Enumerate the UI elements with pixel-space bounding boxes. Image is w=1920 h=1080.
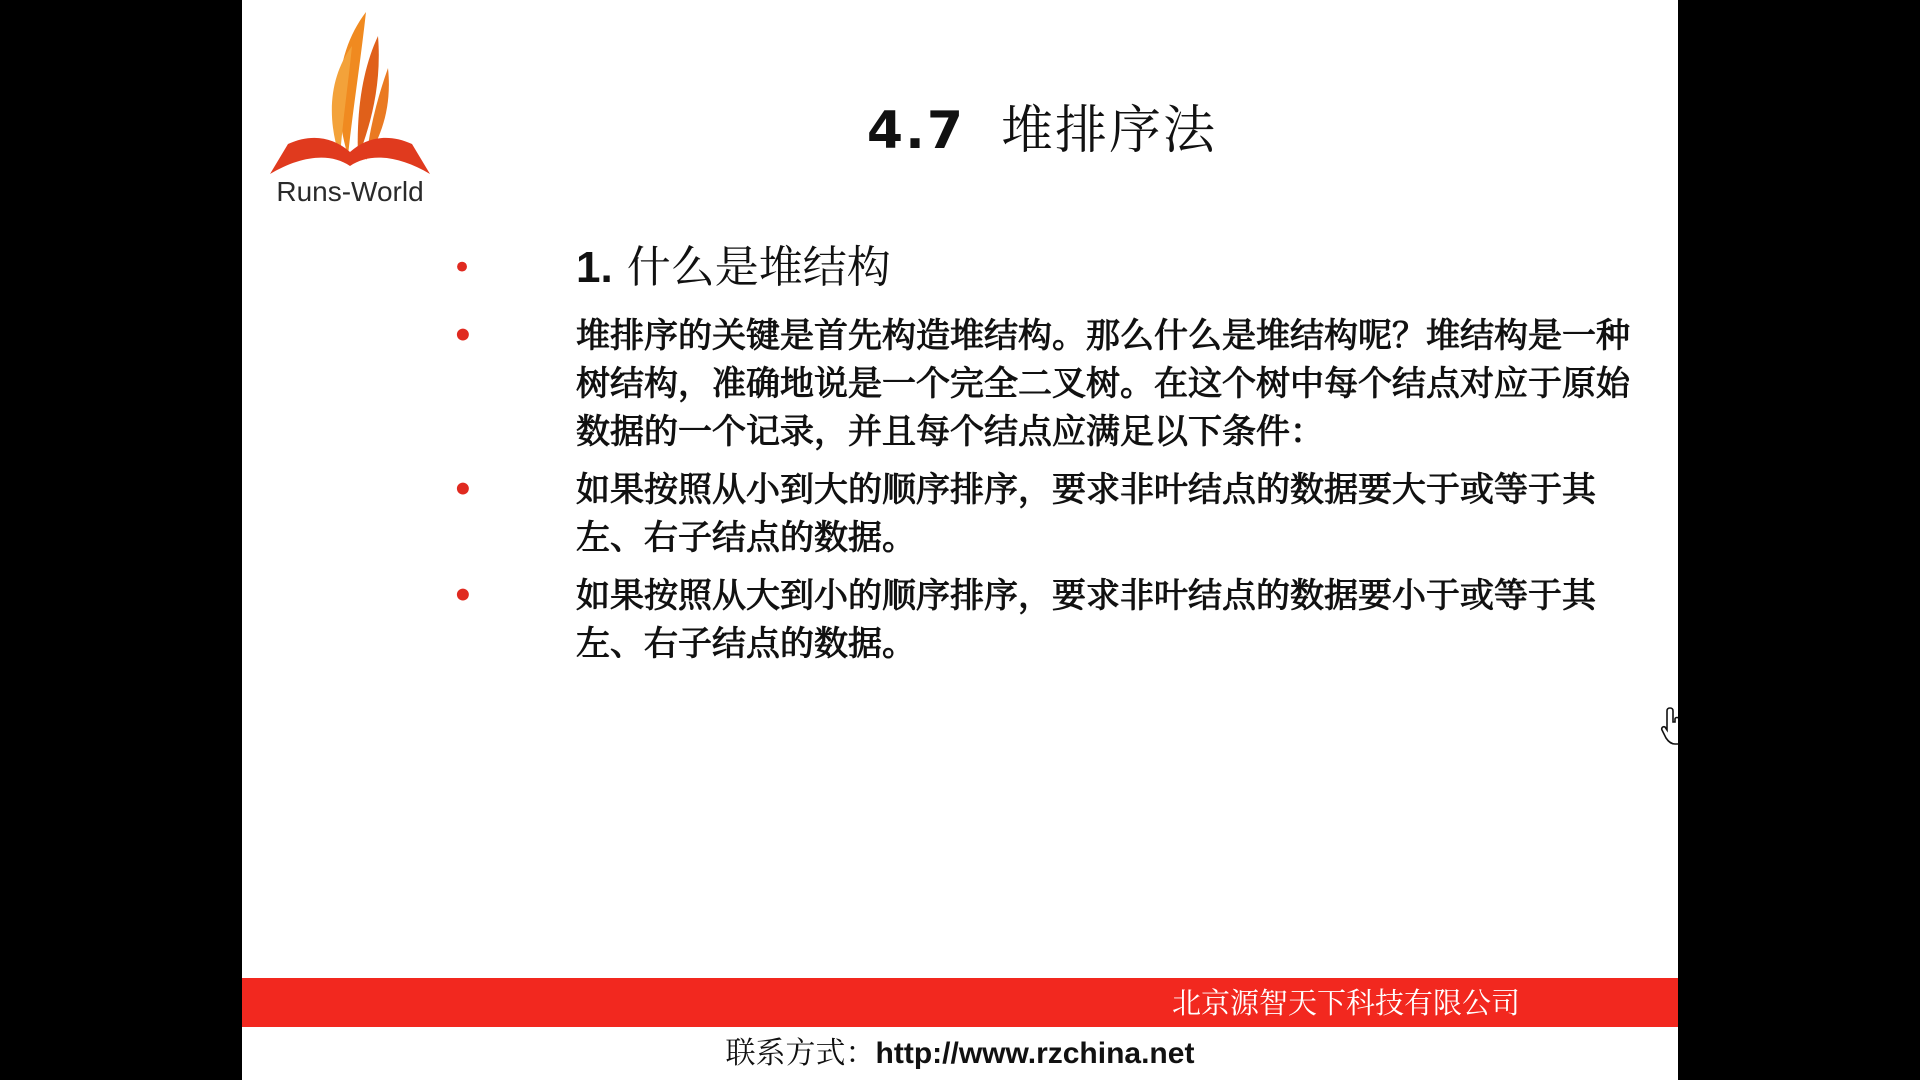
contact-line: [242, 1034, 1678, 1074]
bullet-heading: [452, 236, 1632, 300]
bullet-item: [452, 572, 1632, 668]
bullet-dot: •: [452, 316, 474, 356]
flame-book-icon: [260, 6, 440, 181]
contact-url[interactable]: http://www.rzchina.net: [875, 1037, 1195, 1070]
hand-pointer-icon: [1660, 706, 1678, 746]
contact-label: 联系方式：: [725, 1036, 876, 1071]
footer-bar: [242, 978, 1678, 1027]
bullet-dot: •: [452, 470, 474, 510]
bullet-dot: •: [452, 576, 474, 616]
bullet-item-text: 如果按照从小到大的顺序排序，要求非叶结点的数据要大于或等于其左、右子结点的数据。: [576, 470, 1596, 558]
title-number: 4.7: [866, 101, 966, 161]
runs-world-logo: [260, 6, 440, 206]
bullet-item-text: 如果按照从大到小的顺序排序，要求非叶结点的数据要小于或等于其左、右子结点的数据。: [576, 576, 1596, 664]
bullet-dot: •: [452, 248, 473, 288]
heading-number: 1.: [576, 243, 613, 292]
bullet-item: [452, 466, 1632, 562]
logo-text: Runs-World: [276, 176, 424, 207]
slide-title: [542, 88, 1542, 163]
bullet-item: [452, 312, 1632, 456]
heading-text: 什么是堆结构: [626, 242, 891, 293]
presentation-slide: [242, 0, 1678, 1080]
company-name: 北京源智天下科技有限公司: [1171, 986, 1520, 1020]
bullet-item-text: 堆排序的关键是首先构造堆结构。那么什么是堆结构呢？堆结构是一种树结构，准确地说是一个完全二叉树。在这个树中每个结点对应于原始数据的一个记录，并且每个结点应满足以下条件：: [576, 316, 1630, 452]
bullet-list: [452, 236, 1632, 678]
title-text: 堆排序法: [1001, 101, 1218, 161]
